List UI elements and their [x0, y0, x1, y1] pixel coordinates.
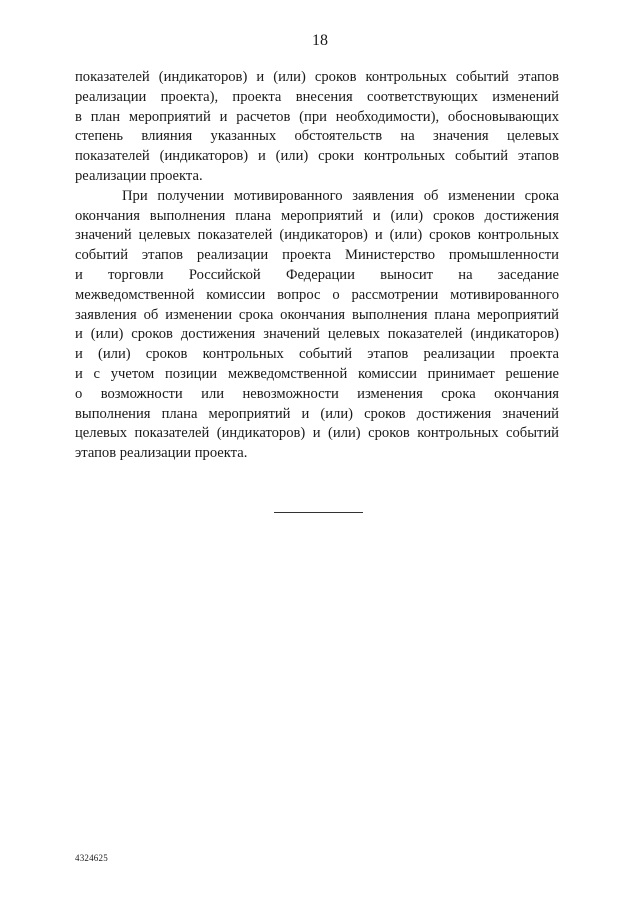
text-line: степень влияния указанных обстоятельств на значения целевых [75, 128, 559, 145]
text-line: и (или) сроков достижения значений целевых показателей (индикаторов) [75, 326, 559, 343]
text-line: реализации проекта. [75, 167, 203, 184]
text-line: выполнения плана мероприятий и (или) сроков достижения значений [75, 405, 559, 422]
text-line: При получении мотивированного заявления об изменении срока [122, 187, 559, 204]
text-line: о возможности или невозможности изменения срока окончания [75, 385, 559, 402]
text-line: этапов реализации проекта. [75, 445, 248, 462]
paragraph-2 [75, 187, 559, 464]
text-line: целевых показателей (индикаторов) и (или) сроков контрольных событий [75, 425, 559, 442]
page-number: 18 [312, 32, 328, 49]
text-line: окончания выполнения плана мероприятий и (или) сроков достижения [75, 207, 559, 224]
text-line: значений целевых показателей (индикаторов) и (или) сроков контрольных [75, 227, 559, 244]
text-line: показателей (индикаторов) и (или) сроки контрольных событий этапов [75, 148, 559, 165]
text-line: показателей (индикаторов) и (или) сроков контрольных событий этапов [75, 69, 559, 85]
document-body [75, 68, 559, 464]
paragraph-1 [75, 68, 559, 187]
text-line: заявления об изменении срока окончания выполнения плана мероприятий [75, 306, 559, 323]
text-line: и с учетом позиции межведомственной комиссии принимает решение [75, 365, 559, 382]
text-line: реализации проекта), проекта внесения соответствующих изменений [75, 88, 559, 105]
text-line: в план мероприятий и расчетов (при необходимости), обосновывающих [75, 108, 559, 125]
text-line: и торговли Российской Федерации выносит на заседание [75, 266, 559, 283]
text-line: межведомственной комиссии вопрос о рассмотрении мотивированного [75, 286, 559, 303]
text-line: событий этапов реализации проекта Министерство промышленности [75, 247, 559, 264]
document-code: 4324625 [75, 853, 108, 863]
end-of-text-separator [274, 512, 363, 513]
text-line: и (или) сроков контрольных событий этапов реализации проекта [75, 346, 559, 363]
